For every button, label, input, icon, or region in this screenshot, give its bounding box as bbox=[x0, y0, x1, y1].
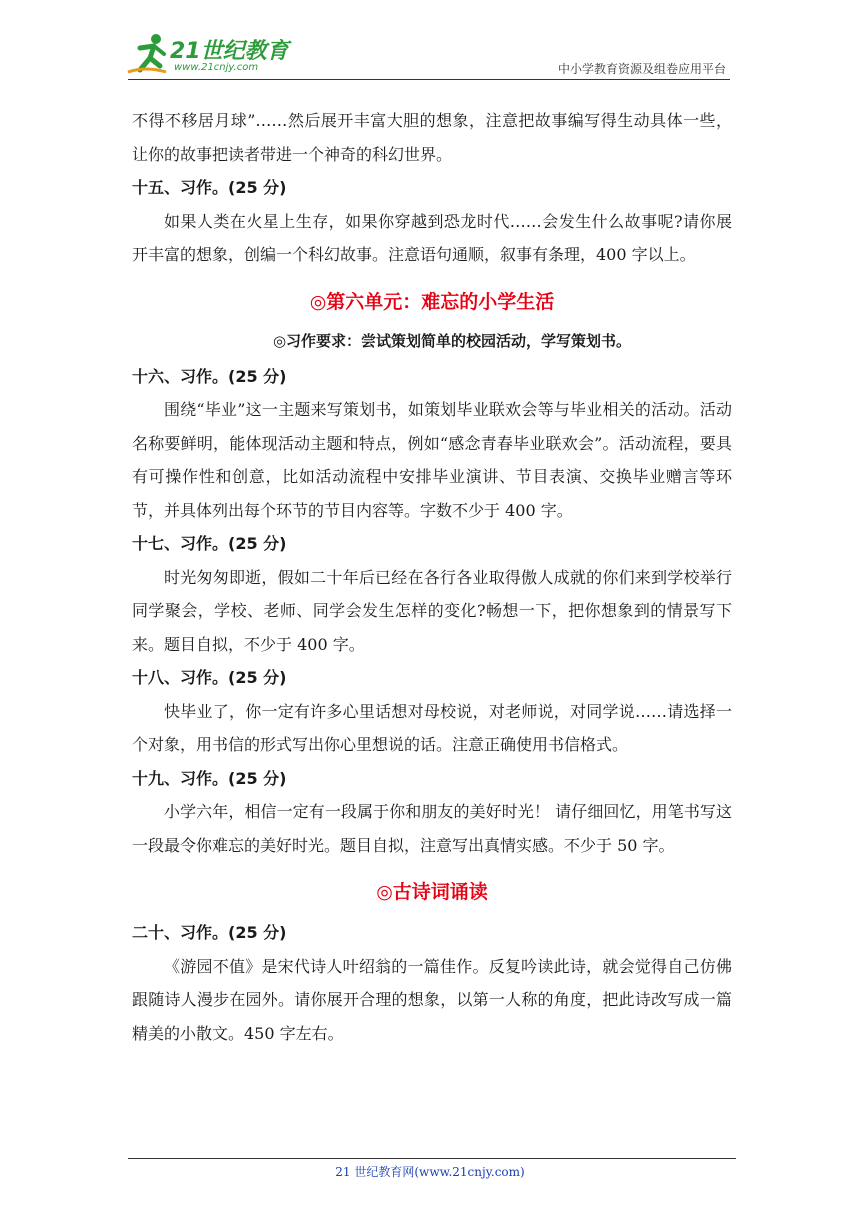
logo-title: 21世纪教育 bbox=[170, 39, 289, 64]
logo-url: www.21cnjy.com bbox=[174, 62, 259, 73]
logo bbox=[126, 32, 296, 78]
unit-6-requirement: ◎习作要求：尝试策划简单的校园活动，学写策划书。 bbox=[272, 331, 632, 350]
unit-6-heading: ◎第六单元：难忘的小学生活 bbox=[309, 290, 555, 313]
runner-icon bbox=[126, 32, 170, 76]
question-20-text: 《游园不值》是宋代诗人叶绍翁的一篇佳作。反复吟读此诗，就会觉得自己仿佛跟随诗人漫步在园外。请你展开合理的想象，以第一人称的角度，把此诗改写成一篇精美的小散文。450 字左右。 bbox=[132, 956, 732, 1043]
question-19-title: 十九、习作。(25 分) bbox=[132, 768, 287, 788]
page-header bbox=[0, 0, 860, 80]
document-body bbox=[132, 104, 732, 1050]
question-16-title: 十六、习作。(25 分) bbox=[132, 366, 287, 386]
question-20-title: 二十、习作。(25 分) bbox=[132, 923, 287, 942]
question-18-text: 快毕业了，你一定有许多心里话想对母校说，对老师说，对同学说……请选择一个对象，用书信的形式写出你心里想说的话。注意正确使用书信格式。 bbox=[132, 701, 732, 754]
question-16-text: 围绕“毕业”这一主题来写策划书，如策划毕业联欢会等与毕业相关的活动。活动名称要鲜明，能体现活动主题和特点，例如“感念青春毕业联欢会”。活动流程，要具有可操作性和创意，比如活动流程中安排毕业演讲、节目表演、交换毕业赠言等环节，并具体列出每个环节的节目内容等。字数不少于 400 字。 bbox=[132, 400, 732, 520]
question-15-text: 如果人类在火星上生存，如果你穿越到恐龙时代……会发生什么故事呢?请你展开丰富的想象，创编一个科幻故事。注意语句通顺，叙事有条理，400 字以上。 bbox=[132, 211, 732, 264]
question-15-title: 十五、习作。(25 分) bbox=[132, 178, 287, 197]
question-17-text: 时光匆匆即逝，假如二十年后已经在各行各业取得傲人成就的你们来到学校举行同学聚会，学校、老师、同学会发生怎样的变化?畅想一下，把你想象到的情景写下来。题目自拟，不少于 400 字。 bbox=[132, 567, 732, 654]
intro-paragraph: 不得不移居月球”……然后展开丰富大胆的想象，注意把故事编写得生动具体一些，让你的故事把读者带进一个神奇的科幻世界。 bbox=[132, 111, 732, 164]
question-19-text: 小学六年，相信一定有一段属于你和朋友的美好时光！ 请仔细回忆，用笔书写这一段最令你难忘的美好时光。题目自拟，注意写出真情实感。不少于 50 字。 bbox=[132, 802, 732, 855]
question-17-title: 十七、习作。(25 分) bbox=[132, 534, 287, 553]
platform-name: 中小学教育资源及组卷应用平台 bbox=[557, 62, 726, 76]
question-18-title: 十八、习作。(25 分) bbox=[132, 668, 287, 687]
page-footer: 21 世纪教育网(www.21cnjy.com) bbox=[335, 1165, 525, 1179]
poetry-heading: ◎古诗词诵读 bbox=[376, 881, 488, 903]
footer-divider bbox=[128, 1158, 736, 1159]
header-divider bbox=[128, 79, 730, 80]
